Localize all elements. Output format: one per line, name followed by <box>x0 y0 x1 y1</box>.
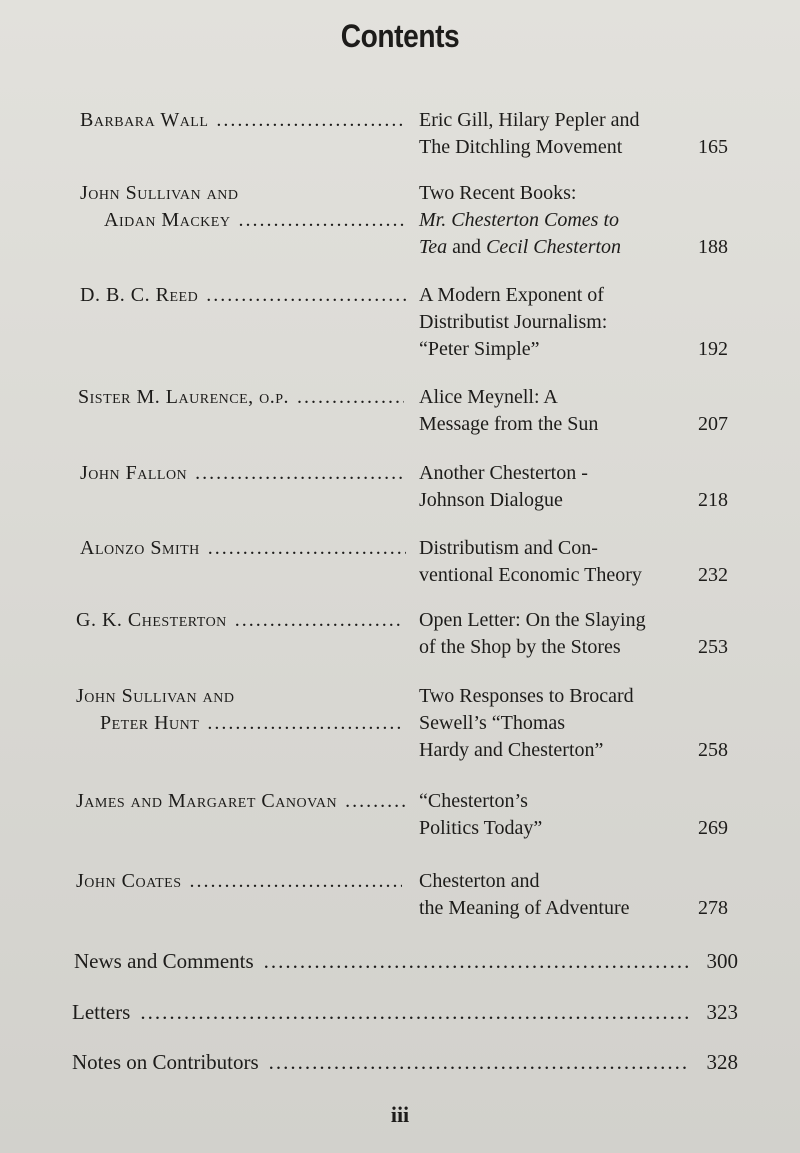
entry-page: 207 <box>698 413 728 435</box>
page-folio: iii <box>390 1102 410 1127</box>
leader-dots <box>235 607 402 634</box>
entry-title <box>419 384 689 438</box>
entry-author <box>80 460 410 487</box>
author-line: Barbara Wall <box>80 109 209 131</box>
author-line: Peter Hunt <box>100 712 200 734</box>
title-line: Open Letter: On the Slaying <box>419 609 646 631</box>
entry-title <box>419 868 689 922</box>
author-line: James and Margaret Canovan <box>76 790 338 812</box>
entry-page: 192 <box>698 338 728 360</box>
leader-dots <box>206 282 406 309</box>
title-line: Sewell’s “Thomas <box>419 712 566 734</box>
entry-author <box>80 282 410 309</box>
section-page: 300 <box>706 949 738 973</box>
entry-author <box>80 107 410 134</box>
leader-dots <box>207 710 402 737</box>
title-line: of the Shop by the Stores <box>419 636 621 658</box>
leader-dots <box>269 1050 688 1075</box>
entry-author <box>76 868 406 895</box>
entry-page: 218 <box>698 489 728 511</box>
section-label: News and Comments <box>74 949 254 973</box>
title-line: Another Chesterton - <box>419 462 588 484</box>
leader-dots <box>190 868 402 895</box>
entry-page: 253 <box>698 636 728 658</box>
title-text: and <box>447 236 487 258</box>
leader-dots <box>195 460 406 487</box>
entry-page: 188 <box>698 236 728 258</box>
author-line: Sister M. Laurence, o.p. <box>78 386 290 408</box>
title-line: “Chesterton’s <box>419 790 528 812</box>
entry-page: 232 <box>698 564 728 586</box>
title-line: Politics Today” <box>419 817 543 839</box>
title-italic: Tea <box>419 236 448 258</box>
entry-title <box>419 683 689 764</box>
author-line: G. K. Chesterton <box>76 609 227 631</box>
entry-title <box>419 535 689 589</box>
section-page: 328 <box>706 1050 738 1074</box>
entry-author <box>76 607 406 634</box>
entry-author <box>76 788 410 815</box>
title-italic: Cecil Chesterton <box>486 236 622 258</box>
leader-dots <box>238 207 406 234</box>
leader-dots <box>345 788 406 815</box>
leader-dots <box>297 384 404 411</box>
entry-page: 258 <box>698 739 728 761</box>
title-line: Distributist Journalism: <box>419 311 608 333</box>
title-line: Alice Meynell: A <box>419 386 558 408</box>
entry-title <box>419 180 689 261</box>
title-line: Johnson Dialogue <box>419 489 563 511</box>
leader-dots <box>216 107 406 134</box>
title-line: Distributism and Con- <box>419 537 598 559</box>
section-label: Letters <box>72 1000 131 1024</box>
title-line: Message from the Sun <box>419 413 599 435</box>
toc-section-notes <box>72 1050 738 1075</box>
section-label: Notes on Contributors <box>72 1050 259 1074</box>
entry-author <box>76 683 406 737</box>
author-line: D. B. C. Reed <box>80 284 199 306</box>
leader-dots <box>264 949 688 974</box>
title-line: ventional Economic Theory <box>419 564 642 586</box>
title-line: Hardy and Chesterton” <box>419 739 604 761</box>
author-line: John Sullivan and <box>76 685 235 707</box>
leader-dots <box>140 1000 688 1025</box>
author-line: John Fallon <box>80 462 188 484</box>
title-line: “Peter Simple” <box>419 338 540 360</box>
title-line: The Ditchling Movement <box>419 136 623 158</box>
entry-page: 165 <box>698 136 728 158</box>
entry-page: 269 <box>698 817 728 839</box>
toc-section-letters <box>72 1000 738 1025</box>
author-line: Aidan Mackey <box>104 209 231 231</box>
entry-title <box>419 282 689 363</box>
leader-dots <box>208 535 406 562</box>
author-line: Alonzo Smith <box>80 537 200 559</box>
entry-author <box>78 384 408 411</box>
author-line: John Sullivan and <box>80 182 239 204</box>
entry-author <box>80 180 410 234</box>
entry-author <box>80 535 410 562</box>
section-page: 323 <box>706 1000 738 1024</box>
title-line: the Meaning of Adventure <box>419 897 630 919</box>
title-line: Chesterton and <box>419 870 540 892</box>
page-title: Contents <box>340 18 460 54</box>
entry-title <box>419 788 689 842</box>
entry-title <box>419 460 689 514</box>
title-line-italic: Mr. Chesterton Comes to <box>419 209 619 231</box>
title-line: Eric Gill, Hilary Pepler and <box>419 109 640 131</box>
entry-page: 278 <box>698 897 728 919</box>
title-line: Two Responses to Brocard <box>419 685 634 707</box>
title-line: Two Recent Books: <box>419 182 577 204</box>
entry-title <box>419 107 689 161</box>
author-line: John Coates <box>76 870 182 892</box>
toc-section-news <box>74 949 738 974</box>
entry-title <box>419 607 689 661</box>
title-line: A Modern Exponent of <box>419 284 604 306</box>
